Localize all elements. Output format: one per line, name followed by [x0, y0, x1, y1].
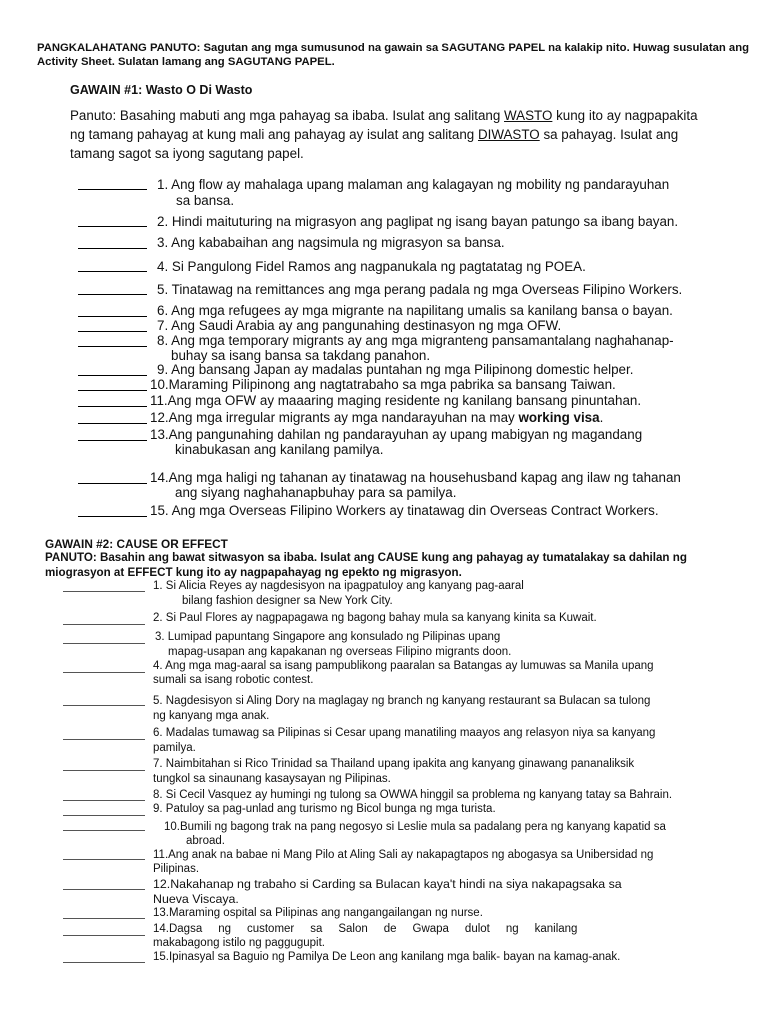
answer-blank[interactable]	[63, 643, 145, 644]
answer-blank[interactable]	[78, 271, 147, 272]
situation-6-cont: pamilya.	[153, 742, 196, 754]
statement-8: 8. Ang mga temporary migrants ay ang mga migranteng pansamantalang naghahanap-	[157, 333, 674, 348]
answer-blank[interactable]	[78, 248, 147, 249]
answer-blank[interactable]	[63, 918, 145, 919]
situation-4-cont: sumali sa isang robotic contest.	[153, 674, 314, 686]
situation-6: 6. Madalas tumawag sa Pilipinas si Cesar upang manatiling maayos ang relasyon niya sa kanyang	[153, 727, 656, 739]
keyword-diwasto: DIWASTO	[477, 127, 540, 142]
situation-11-cont: Pilipinas.	[153, 863, 200, 875]
answer-blank[interactable]	[63, 770, 145, 771]
situation-1: 1. Si Alicia Reyes ay nagdesisyon na ipagpatuloy ang kanyang pag-aaral	[153, 580, 524, 592]
gawain1-panuto-line3: tamang sagot sa iyong sagutang papel.	[70, 146, 304, 161]
statement-12-bold: working visa	[518, 410, 600, 425]
statement-4: 4. Si Pangulong Fidel Ramos ang nagpanukala ng pagtatatag ng POEA.	[157, 259, 586, 274]
situation-7: 7. Naimbitahan si Rico Trinidad sa Thailand upang ipakita ang kanyang ginawang pananaliksik	[153, 758, 635, 770]
statement-14-cont: ang siyang naghahanapbuhay para sa pamilya.	[175, 485, 457, 500]
answer-blank[interactable]	[63, 815, 145, 816]
answer-blank[interactable]	[63, 830, 145, 831]
situation-13: 13.Maraming ospital sa Pilipinas ang nangangailangan ng nurse.	[153, 907, 483, 919]
gawain1-panuto-line2	[70, 127, 678, 143]
answer-blank[interactable]	[63, 800, 145, 801]
answer-blank[interactable]	[63, 962, 145, 963]
answer-blank[interactable]	[78, 375, 147, 376]
gawain2-panuto-line2: miograsyon at EFFECT kung ito ay nagpapahayag ng epekto ng migrasyon.	[45, 566, 462, 579]
answer-blank[interactable]	[78, 331, 147, 332]
situation-5-cont: ng kanyang mga anak.	[153, 710, 270, 722]
answer-blank[interactable]	[78, 294, 147, 295]
answer-blank[interactable]	[78, 406, 147, 407]
situation-11: 11.Ang anak na babae ni Mang Pilo at Aling Sali ay nakapagtapos ng abogasya sa Unibersidad ng	[153, 849, 654, 861]
statement-12-text: 12.Ang mga irregular migrants ay mga nandarayuhan na may	[150, 410, 519, 425]
situation-7-cont: tungkol sa sinaunang kasaysayan ng Pilipinas.	[153, 773, 391, 785]
situation-9: 9. Patuloy sa pag-unlad ang turismo ng Bicol bunga ng mga turista.	[153, 803, 496, 815]
situation-10: 10.Bumili ng bagong trak na pang negosyo si Leslie mula sa padalang pera ng kanyang kapatid sa	[164, 821, 666, 833]
panuto-text: sa pahayag. Isulat ang	[539, 127, 679, 142]
statement-13-cont: kinabukasan ang kanilang pamilya.	[175, 442, 384, 457]
answer-blank[interactable]	[78, 440, 147, 441]
situation-8: 8. Si Cecil Vasquez ay humingi ng tulong sa OWWA hinggil sa problema ng kanyang tatay sa Bahrain.	[153, 789, 673, 801]
general-instruction-line1: PANGKALAHATANG PANUTO: Sagutan ang mga sumusunod na gawain sa SAGUTANG PAPEL na kalakip nito. Huwag susulatan ang	[37, 42, 749, 54]
situation-14: 14.Dagsa ng customer sa Salon de Gwapa dulot ng kanilang	[153, 923, 578, 935]
statement-13: 13.Ang pangunahing dahilan ng pandarayuhan ay upang mabigyan ng magandang	[150, 427, 643, 442]
keyword-wasto: WASTO	[504, 108, 553, 123]
answer-blank[interactable]	[63, 672, 145, 673]
answer-blank[interactable]	[63, 624, 145, 625]
situation-14-cont: makabagong istilo ng paggugupit.	[153, 937, 325, 949]
answer-blank[interactable]	[63, 935, 145, 936]
answer-blank[interactable]	[63, 859, 145, 860]
panuto-text: Panuto: Basahing mabuti ang mga pahayag sa ibaba. Isulat ang salitang	[70, 108, 505, 123]
statement-1-cont: sa bansa.	[176, 193, 235, 208]
statement-8-cont: buhay sa isang bansa sa takdang panahon.	[171, 348, 431, 363]
statement-9: 9. Ang bansang Japan ay madalas puntahan ng mga Pilipinong domestic helper.	[157, 362, 634, 377]
answer-blank[interactable]	[78, 483, 147, 484]
answer-blank[interactable]	[78, 226, 147, 227]
panuto-text: ng tamang pahayag at kung mali ang pahayag ay isulat ang salitang	[70, 127, 478, 142]
situation-2: 2. Si Paul Flores ay nagpapagawa ng bagong bahay mula sa kanyang kinita sa Kuwait.	[153, 612, 597, 624]
situation-12-cont: Nueva Viscaya.	[153, 892, 239, 906]
answer-blank[interactable]	[78, 516, 147, 517]
situation-10-cont: abroad.	[186, 835, 226, 847]
statement-7: 7. Ang Saudi Arabia ay ang pangunahing destinasyon ng mga OFW.	[157, 318, 562, 333]
situation-4: 4. Ang mga mag-aaral sa isang pampublikong paaralan sa Batangas ay lumuwas sa Manila upang	[153, 660, 654, 672]
statement-6: 6. Ang mga refugees ay mga migrante na napilitang umalis sa kanilang bansa o bayan.	[157, 303, 673, 318]
gawain2-title: GAWAIN #2: CAUSE OR EFFECT	[45, 537, 228, 551]
situation-15: 15.Ipinasyal sa Baguio ng Pamilya De Leon ang kanilang mga balik- bayan na kamag-anak.	[153, 951, 621, 963]
statement-14: 14.Ang mga haligi ng tahanan ay tinatawag na househusband kapag ang ilaw ng tahanan	[150, 470, 681, 485]
answer-blank[interactable]	[63, 705, 145, 706]
answer-blank[interactable]	[78, 423, 147, 424]
gawain1-panuto-line1	[70, 108, 698, 124]
general-instruction-line2: Activity Sheet. Sulatan lamang ang SAGUTANG PAPEL.	[37, 56, 335, 68]
situation-3-cont: mapag-usapan ang kapakanan ng overseas Filipino migrants doon.	[168, 646, 512, 658]
answer-blank[interactable]	[63, 591, 145, 592]
panuto-text: kung ito ay nagpapakita	[552, 108, 698, 123]
answer-blank[interactable]	[78, 346, 147, 347]
answer-blank[interactable]	[63, 889, 145, 890]
situation-12: 12.Nakahanap ng trabaho si Carding sa Bulacan kaya't hindi na siya nakapagsaka sa	[153, 877, 622, 891]
statement-5: 5. Tinatawag na remittances ang mga perang padala ng mga Overseas Filipino Workers.	[157, 282, 683, 297]
situation-5: 5. Nagdesisyon si Aling Dory na maglagay ng branch ng kanyang restaurant sa Bulacan sa tulong	[153, 695, 651, 707]
gawain2-panuto-line1: PANUTO: Basahin ang bawat sitwasyon sa ibaba. Isulat ang CAUSE kung ang pahayag ay tumatalakay sa dahilan ng	[45, 551, 687, 564]
statement-12	[150, 410, 603, 426]
statement-1: 1. Ang flow ay mahalaga upang malaman ang kalagayan ng mobility ng pandarayuhan	[157, 177, 670, 192]
gawain1-title: GAWAIN #1: Wasto O Di Wasto	[70, 83, 253, 97]
situation-1-cont: bilang fashion designer sa New York City.	[182, 595, 393, 607]
statement-12-end: .	[599, 410, 604, 425]
statement-15: 15. Ang mga Overseas Filipino Workers ay tinatawag din Overseas Contract Workers.	[150, 503, 659, 518]
statement-11: 11.Ang mga OFW ay maaaring maging residente ng kanilang bansang pinuntahan.	[150, 393, 642, 408]
statement-10: 10.Maraming Pilipinong ang nagtatrabaho sa mga pabrika sa bansang Taiwan.	[150, 377, 616, 392]
answer-blank[interactable]	[78, 316, 147, 317]
answer-blank[interactable]	[78, 390, 147, 391]
statement-2: 2. Hindi maituturing na migrasyon ang paglipat ng isang bayan patungo sa ibang bayan.	[157, 214, 679, 229]
answer-blank[interactable]	[78, 189, 147, 190]
answer-blank[interactable]	[63, 739, 145, 740]
situation-3: 3. Lumipad papuntang Singapore ang konsulado ng Pilipinas upang	[155, 631, 501, 643]
statement-3: 3. Ang kababaihan ang nagsimula ng migrasyon sa bansa.	[157, 235, 505, 250]
